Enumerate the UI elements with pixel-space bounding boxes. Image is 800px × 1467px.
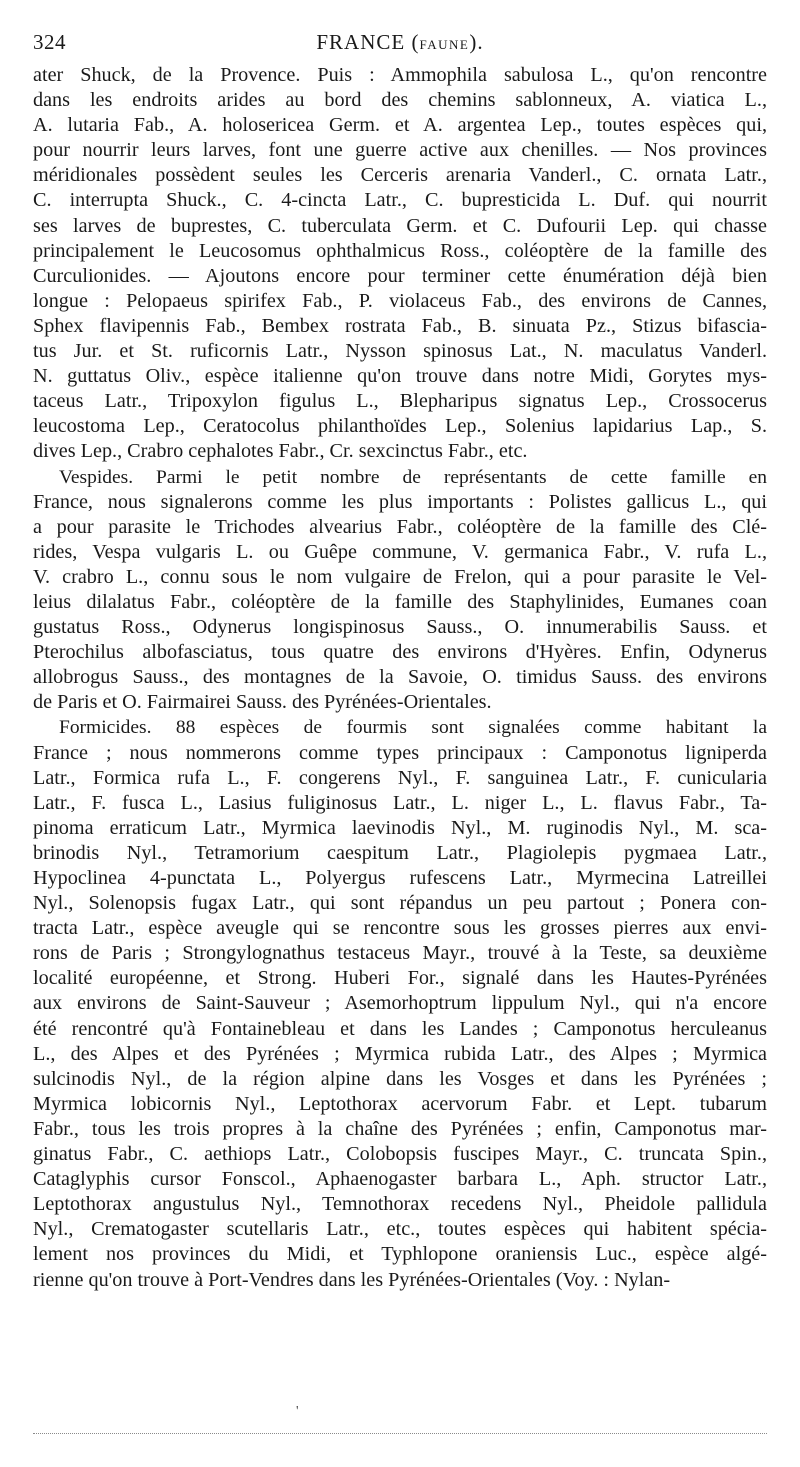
text-line: Sphex flavipennis Fab., Bembex rostrata Fab., B. sinuata Pz., Stizus bifascia- xyxy=(33,314,767,337)
text-line: Nyl., Crematogaster scutellaris Latr., etc., toutes espèces qui habitent spécia- xyxy=(33,1218,767,1241)
text-line: Vespides. Parmi le petit nombre de représentants de cette famille en xyxy=(59,466,767,488)
text-line: méridionales possèdent seules les Cerceris arenaria Vanderl., C. ornata Latr., xyxy=(33,164,767,187)
text-line: lement nos provinces du Midi, et Typhlopone oraniensis Luc., espèce algé- xyxy=(33,1243,767,1266)
text-line: C. interrupta Shuck., C. 4-cincta Latr., C. bupresticida L. Duf. qui nourrit xyxy=(33,189,767,212)
text-line: N. guttatus Oliv., espèce italienne qu'on trouve dans notre Midi, Gorytes mys- xyxy=(33,365,767,388)
text-line: Pterochilus albofasciatus, tous quatre des environs d'Hyères. Enfin, Odynerus xyxy=(33,641,767,664)
text-line: Formicides. 88 espèces de fourmis sont signalées comme habitant la xyxy=(59,717,767,739)
text-line: taceus Latr., Tripoxylon figulus L., Blepharipus signatus Lep., Crossocerus xyxy=(33,390,767,413)
text-line: dives Lep., Crabro cephalotes Fabr., Cr. sexcinctus Fabr., etc. xyxy=(33,440,528,463)
text-line: dans les endroits arides au bord des chemins sablonneux, A. viatica L., xyxy=(33,89,767,112)
text-line: allobrogus Sauss., des montagnes de la Savoie, O. timidus Sauss. des environs xyxy=(33,666,767,689)
text-line: V. crabro L., connu sous le nom vulgaire de Frelon, qui a pour parasite le Vel- xyxy=(33,565,767,588)
text-line: Leptothorax angustulus Nyl., Temnothorax recedens Nyl., Pheidole pallidula xyxy=(33,1193,767,1216)
text-line: France ; nous nommerons comme types principaux : Camponotus ligniperda xyxy=(33,741,767,764)
text-line: principalement le Leucosomus ophthalmicus Ross., coléoptère de la famille des xyxy=(33,239,767,262)
text-line: ginatus Fabr., C. aethiops Latr., Colobopsis fuscipes Mayr., C. truncata Spin., xyxy=(33,1143,767,1166)
text-line: Latr., Formica rufa L., F. congerens Nyl., F. sanguinea Latr., F. cunicularia xyxy=(33,766,767,789)
text-line: localité européenne, et Strong. Huberi For., signalé dans les Hautes-Pyrénées xyxy=(33,967,767,990)
text-line: tus Jur. et St. ruficornis Latr., Nysson spinosus Lat., N. maculatus Vanderl. xyxy=(33,340,767,363)
text-line: rons de Paris ; Strongylognathus testaceus Mayr., trouvé à la Teste, sa deuxième xyxy=(33,942,767,965)
text-line: France, nous signalerons comme les plus importants : Polistes gallicus L., qui xyxy=(33,490,767,513)
text-line: été rencontré qu'à Fontainebleau et dans les Landes ; Camponotus herculeanus xyxy=(33,1017,767,1040)
text-line: leucostoma Lep., Ceratocolus philanthoïdes Lep., Solenius lapidarius Lap., S. xyxy=(33,415,767,438)
footer-mark: ' xyxy=(296,1404,299,1419)
footer-rule xyxy=(33,1433,767,1434)
text-line: pinoma erraticum Latr., Myrmica laevinodis Nyl., M. ruginodis Nyl., M. sca- xyxy=(33,816,767,839)
text-line: Cataglyphis cursor Fonscol., Aphaenogaster barbara L., Aph. structor Latr., xyxy=(33,1168,767,1191)
text-line: Fabr., tous les trois propres à la chaîne des Pyrénées ; enfin, Camponotus mar- xyxy=(33,1117,767,1140)
text-line: leius dilalatus Fabr., coléoptère de la famille des Staphylinides, Eumanes coan xyxy=(33,590,767,613)
running-head-end: ). xyxy=(469,30,484,54)
text-line: ater Shuck, de la Provence. Puis : Ammophila sabulosa L., qu'on rencontre xyxy=(33,64,767,86)
running-head xyxy=(33,30,767,55)
running-head-main: FRANCE ( xyxy=(316,30,420,54)
text-line: rienne qu'on trouve à Port-Vendres dans les Pyrénées-Orientales (Voy. : Nylan- xyxy=(33,1268,671,1291)
text-line: rides, Vespa vulgaris L. ou Guêpe commune, V. germanica Fabr., V. rufa L., xyxy=(33,540,767,563)
text-line: a pour parasite le Trichodes alvearius Fabr., coléoptère de la famille des Clé- xyxy=(33,515,767,538)
text-line: pour nourrir leurs larves, font une guerre active aux chenilles. — Nos provinces xyxy=(33,139,767,162)
text-line: Curculionides. — Ajoutons encore pour terminer cette énumération déjà bien xyxy=(33,264,767,287)
body-text xyxy=(33,63,767,1293)
text-line: brinodis Nyl., Tetramorium caespitum Latr., Plagiolepis pygmaea Latr., xyxy=(33,841,767,864)
text-line: sulcinodis Nyl., de la région alpine dans les Vosges et dans les Pyrénées ; xyxy=(33,1067,767,1090)
text-line: A. lutaria Fab., A. holosericea Germ. et A. argentea Lep., toutes espèces qui, xyxy=(33,114,767,137)
text-line: L., des Alpes et des Pyrénées ; Myrmica rubida Latr., des Alpes ; Myrmica xyxy=(33,1042,767,1065)
page-number: 324 xyxy=(33,30,66,54)
text-line: tracta Latr., espèce aveugle qui se rencontre sous les grosses pierres aux envi- xyxy=(33,917,767,940)
text-line: ses larves de buprestes, C. tuberculata Germ. et C. Dufourii Lep. qui chasse xyxy=(33,214,767,237)
running-head-small: FAUNE xyxy=(419,37,470,52)
text-line: Latr., F. fusca L., Lasius fuliginosus Latr., L. niger L., L. flavus Fabr., Ta- xyxy=(33,791,767,814)
text-line: Nyl., Solenopsis fugax Latr., qui sont répandus un peu partout ; Ponera con- xyxy=(33,892,767,915)
text-line: de Paris et O. Fairmairei Sauss. des Pyrénées-Orientales. xyxy=(33,691,492,714)
text-line: Hypoclinea 4-punctata L., Polyergus rufescens Latr., Myrmecina Latreillei xyxy=(33,867,767,889)
text-line: gustatus Ross., Odynerus longispinosus Sauss., O. innumerabilis Sauss. et xyxy=(33,616,767,639)
text-line: aux environs de Saint-Sauveur ; Asemorhoptrum lippulum Nyl., qui n'a encore xyxy=(33,992,767,1015)
page-header xyxy=(33,30,767,60)
text-line: longue : Pelopaeus spirifex Fab., P. violaceus Fab., des environs de Cannes, xyxy=(33,289,767,312)
text-line: Myrmica lobicornis Nyl., Leptothorax acervorum Fabr. et Lept. tubarum xyxy=(33,1092,767,1115)
